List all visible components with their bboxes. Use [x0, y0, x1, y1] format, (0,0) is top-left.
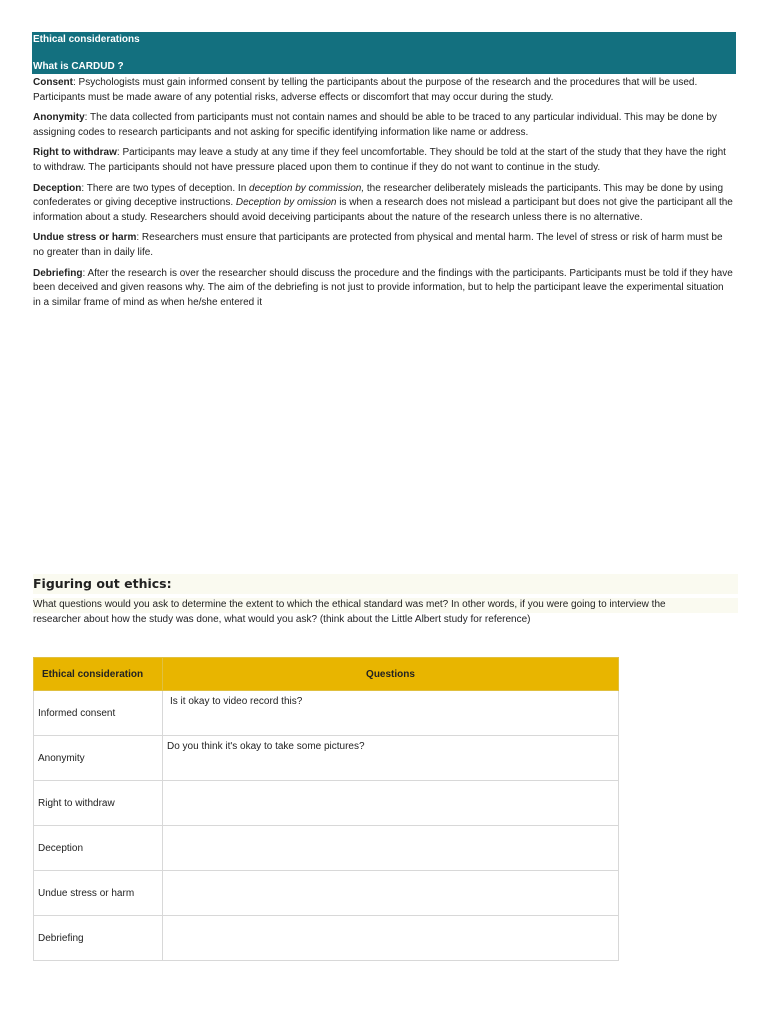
- definition-deception: [33, 182, 733, 226]
- table-row: [34, 736, 619, 781]
- definition-text: : Researchers must ensure that participants are protected from physical and mental harm. The level of stress or risk of harm must be no greater than in daily life.: [33, 232, 723, 258]
- definition-text: is when a research does not mislead a participant but does not give the participant all the information about a study. Researchers should avoid deceiving participants about the nature of the research unless there is no alternative.: [33, 197, 733, 223]
- consideration-cell: Anonymity: [34, 736, 163, 781]
- section-intro: [33, 598, 738, 627]
- question-cell[interactable]: [163, 736, 619, 781]
- question-cell[interactable]: [163, 826, 619, 871]
- definition-text: : The data collected from participants must not contain names and should be able to be traced to any particular individual. This may be done by assigning codes to research participants and not asking for specific identifying information like name or address.: [33, 112, 717, 138]
- definition-text: : Psychologists must gain informed consent by telling the participants about the purpose of the research and the procedures that will be used. Participants must be made aware of any potential risks, adverse effects or discomfort that may occur during the study.: [33, 77, 698, 103]
- definition-text: the researcher deliberately misleads the participants. This may be done by using confederates or giving deceptive instructions.: [33, 182, 724, 209]
- ethics-table: [33, 657, 619, 961]
- definition-text: : After the research is over the researcher should discuss the procedure and the findings with the participants. Participants must be told if they have been deceived and given reasons why. The aim of the debriefing is not just to provide information, but to help the participant leave the experimental situation in a similar frame of mind as when he/she entered it: [33, 267, 733, 308]
- consideration-cell: Deception: [34, 826, 163, 871]
- definition-right-to-withdraw: [33, 146, 733, 175]
- column-header-consideration: Ethical consideration: [34, 658, 163, 691]
- definition-undue-stress: [33, 231, 733, 260]
- table-header-row: [34, 658, 619, 691]
- definition-debriefing: [33, 267, 733, 311]
- definitions-list: [33, 76, 733, 316]
- definition-term: Undue stress or harm: [33, 232, 137, 244]
- definition-term: Deception: [33, 182, 82, 194]
- section-title: Figuring out ethics:: [33, 574, 738, 594]
- definition-term: Right to withdraw: [33, 147, 117, 159]
- question-cell[interactable]: [163, 781, 619, 826]
- definition-text: : There are two types of deception. In: [81, 182, 250, 194]
- question-text: Do you think it's okay to take some pictures?: [167, 741, 365, 752]
- intro-line: researcher about how the study was done, what would you ask? (think about the Little Albert study for reference): [33, 613, 531, 625]
- question-cell[interactable]: [163, 691, 619, 736]
- definition-consent: [33, 76, 733, 105]
- question-text: Is it okay to video record this?: [170, 696, 303, 707]
- consideration-cell: Informed consent: [34, 691, 163, 736]
- definition-term: Consent: [33, 77, 73, 88]
- page-subtitle: What is CARDUD ?: [33, 61, 124, 72]
- consideration-cell: Debriefing: [34, 916, 163, 961]
- table-row: [34, 871, 619, 916]
- intro-line: What questions would you ask to determine the extent to which the ethical standard was met? In other words, if you were going to interview the: [33, 598, 738, 613]
- definition-emphasis: Deception by omission: [235, 197, 337, 209]
- definition-anonymity: [33, 111, 733, 140]
- table-row: [34, 691, 619, 736]
- consideration-cell: Right to withdraw: [34, 781, 163, 826]
- definition-term: Debriefing: [33, 267, 83, 279]
- question-cell[interactable]: [163, 916, 619, 961]
- consideration-cell: Undue stress or harm: [34, 871, 163, 916]
- table-row: [34, 826, 619, 871]
- table-row: [34, 781, 619, 826]
- table-row: [34, 916, 619, 961]
- definition-term: Anonymity: [33, 112, 85, 124]
- column-header-questions: Questions: [163, 658, 619, 691]
- question-cell[interactable]: [163, 871, 619, 916]
- header-banner: [32, 32, 736, 74]
- definition-emphasis: deception by commission,: [249, 182, 365, 194]
- page-title: Ethical considerations: [33, 34, 140, 45]
- definition-text: : Participants may leave a study at any time if they feel uncomfortable. They should be told at the start of the study that they have the right to withdraw. The participants should not have pressure placed upon them to continue if they do not want to continue in the study.: [33, 147, 726, 173]
